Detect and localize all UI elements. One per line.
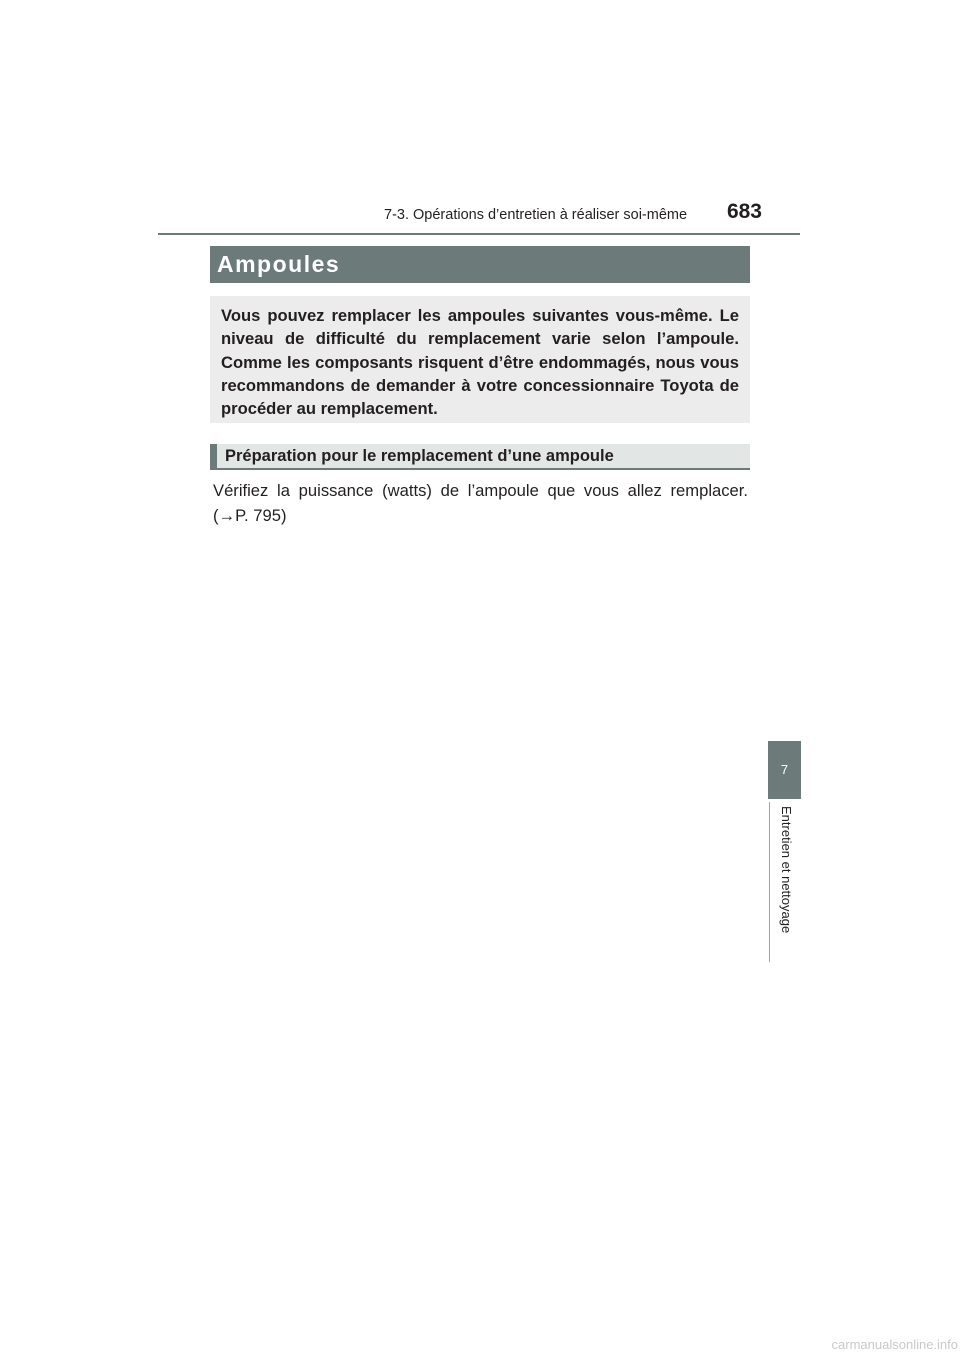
subheading-bar [210, 444, 750, 470]
header-divider [158, 233, 800, 235]
page-title: Ampoules [217, 251, 341, 277]
chapter-tab-number: 7 [768, 741, 801, 799]
intro-text: Vous pouvez remplacer les ampoules suivantes vous-même. Le niveau de difficulté du remplacement varie selon l’ampoule. Comme les composants risquent d’être endommagés, nous vous recommandons de demander à votre concessionnaire Toyota de procéder au remplacement. [221, 306, 739, 419]
intro-box [210, 296, 750, 423]
section-header: 7-3. Opérations d’entretien à réaliser soi-même [384, 207, 688, 223]
chapter-tab [769, 802, 801, 962]
body-line-1: Vérifiez la puissance (watts) de l’ampoule que vous allez remplacer. [213, 481, 748, 500]
subheading-text: Préparation pour le remplacement d’une ampoule [225, 447, 614, 465]
page-title-bar [210, 246, 750, 283]
page-number: 683 [726, 200, 762, 223]
watermark: carmanualsonline.info [831, 1337, 958, 1352]
page-reference-link[interactable]: (→P. 795) [213, 506, 287, 525]
body-paragraph [213, 478, 748, 528]
chapter-tab-label: Entretien et nettoyage [779, 806, 794, 934]
